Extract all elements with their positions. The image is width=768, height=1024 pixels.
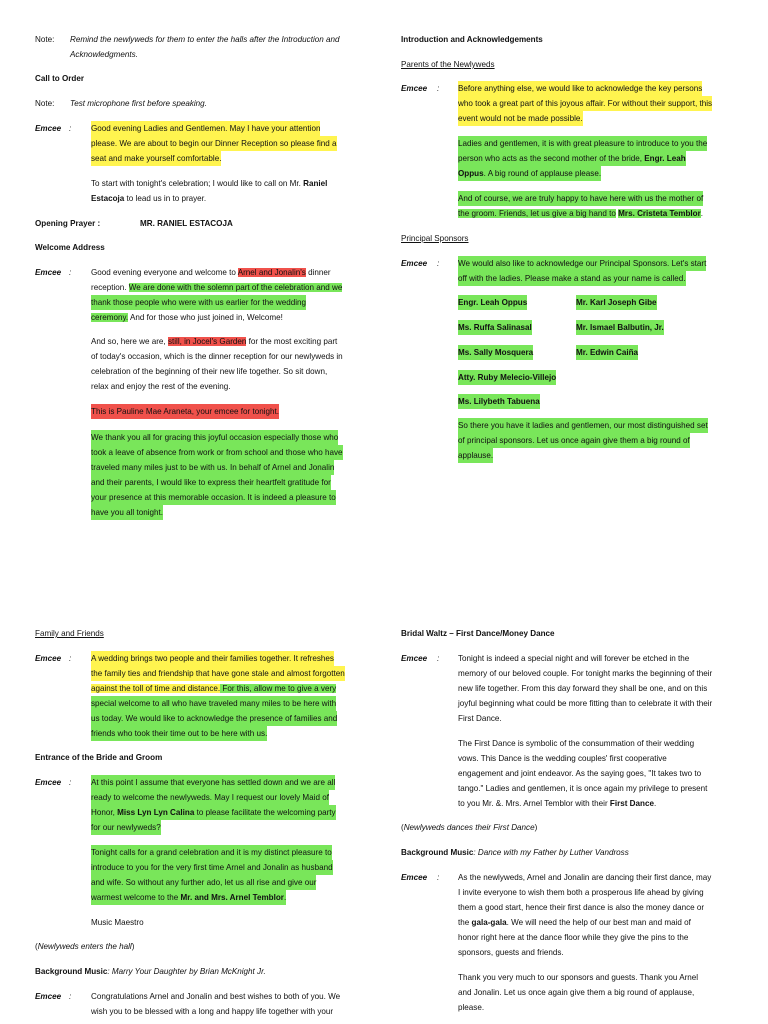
emcee-line: them a good start, hence their first dance is also the money dance or	[458, 903, 705, 912]
background-music-line: Background Music: Marry Your Daughter by Brian McKnight Jr.	[35, 967, 266, 976]
emcee-line: relax and enjoy the rest of the evening.	[91, 382, 231, 391]
emcee-line: honor right here at the dance floor while they give the pins to the	[458, 933, 689, 942]
emcee-line: the groom. Friends, let us give a big hand to Mrs. Cristeta Temblor.	[458, 209, 704, 218]
page2-left-column	[0, 590, 384, 1024]
section-heading: Introduction and Acknowledgements	[401, 35, 543, 44]
emcee-line: Honor, Miss Lyn Lyn Calina to please facilitate the welcoming party	[91, 805, 336, 820]
music-maestro-cue: Music Maestro	[91, 918, 144, 927]
emcee-line: thank those people who were with us earlier for the wedding	[91, 295, 306, 310]
call-to-order-heading: Call to Order	[35, 74, 85, 83]
emcee-line: As the newlyweds, Arnel and Jonalin are dancing their first dance, may	[458, 873, 712, 882]
emcee-line: new life together. From this day forward they shall be one, and on this	[458, 684, 708, 693]
subsection-heading: Family and Friends	[35, 629, 104, 638]
emcee-line: off with the ladies. Please make a stand as your name is called.	[458, 271, 686, 286]
emcee-line: vows. This Dance is the wedding couples' first cooperative	[458, 754, 667, 763]
emcee-line: the family ties and friendship that have gone stale and almost forgotten	[91, 666, 345, 681]
sponsor-name: Mr. Karl Joseph Gibe	[576, 295, 657, 310]
sponsor-name: Mr. Edwin Caiña	[576, 345, 638, 360]
emcee-line: took a leave of absence from work or from school and those who have	[91, 445, 343, 460]
emcee-line: Ladies and gentlemen, it is with great pleasure to introduce to you the	[458, 136, 707, 151]
emcee-colon: :	[69, 654, 72, 663]
welcome-address-heading: Welcome Address	[35, 243, 105, 252]
emcee-line: And so, here we are, still, in Jocel's Garden for the most exciting part	[91, 337, 338, 346]
emcee-line: special welcome to all who have traveled many miles to be here with	[91, 696, 336, 711]
stage-direction: (Newlyweds dances their First Dance)	[401, 823, 538, 832]
emcee-line: to you Mr. &. Mrs. Arnel Temblor with their First Dance.	[458, 799, 657, 808]
emcee-line: person who acts as the second mother of the bride, Engr. Leah	[458, 151, 686, 166]
sponsor-name: Ms. Lilybeth Tabuena	[458, 394, 540, 409]
emcee-line: So there you have it ladies and gentlemen, our most distinguished set	[458, 418, 708, 433]
emcee-line: We would also like to acknowledge our Principal Sponsors. Let's start	[458, 256, 706, 271]
page1-left-column	[0, 0, 384, 590]
emcee-label: Emcee	[401, 873, 428, 882]
emcee-line: of principal sponsors. Let us once again give them a big round of	[458, 433, 690, 448]
sponsor-name: Engr. Leah Oppus	[458, 295, 527, 310]
emcee-line: wish you to be blessed with a long and happy life together with your	[91, 1007, 334, 1016]
emcee-line: engagement and joint endeavor. As the saying goes, "It takes two to	[458, 769, 702, 778]
sponsor-name: Ms. Sally Mosquera	[458, 345, 533, 360]
emcee-label: Emcee	[401, 654, 428, 663]
emcee-line: memory of our beloved couple. For tonight marks the beginning of their	[458, 669, 713, 678]
emcee-label: Emcee	[401, 259, 428, 268]
emcee-line: of today's occasion, which is the dinner reception for our newlyweds in	[91, 352, 343, 361]
emcee-colon: :	[437, 259, 440, 268]
emcee-line: To start with tonight's celebration; I would like to call on Mr. Raniel	[91, 179, 328, 188]
emcee-line: This is Pauline Mae Araneta, your emcee for tonight.	[91, 404, 279, 419]
emcee-line: event would not be made possible.	[458, 111, 583, 126]
emcee-line: reception. We are done with the solemn part of the celebration and we	[91, 283, 343, 292]
note-label: Note:	[35, 99, 55, 108]
emcee-line: I invite everyone to wish them both a prosperous life ahead by giving	[458, 888, 704, 897]
emcee-line: Oppus. A big round of applause please.	[458, 166, 601, 181]
note-text: Acknowledgments.	[70, 50, 138, 59]
opening-prayer-label: Opening Prayer :	[35, 219, 101, 228]
emcee-line: Thank you very much to our sponsors and guests. Thank you Arnel	[458, 973, 699, 982]
emcee-line: The First Dance is symbolic of the consummation of their wedding	[458, 739, 695, 748]
emcee-colon: :	[69, 268, 72, 277]
emcee-colon: :	[69, 124, 72, 133]
note-text: Remind the newlyweds for them to enter the halls after the Introduction and	[70, 35, 340, 44]
emcee-line: joyful beginning what could be more fitting than to celebrate it with their	[458, 699, 713, 708]
emcee-label: Emcee	[35, 992, 62, 1001]
emcee-line: celebration of the beginning of their new life together. So sit down,	[91, 367, 328, 376]
emcee-line: seat and make yourself comfortable.	[91, 151, 221, 166]
section-heading: Bridal Waltz – First Dance/Money Dance	[401, 629, 555, 638]
emcee-line: introduce to you for the very first time Arnel and Jonalin as husband	[91, 860, 333, 875]
note-label: Note:	[35, 35, 55, 44]
emcee-line: and Jonalin. Let us once again give them a big round of applause,	[458, 988, 695, 997]
sponsor-name: Atty. Ruby Melecio-Villejo	[458, 370, 556, 385]
emcee-line: Before anything else, we would like to acknowledge the key persons	[458, 81, 702, 96]
emcee-colon: :	[69, 992, 72, 1001]
emcee-line: At this point I assume that everyone has settled down and we are all	[91, 775, 335, 790]
emcee-line: us today. We would like to acknowledge the presence of families and	[91, 711, 337, 726]
sponsor-name: Mr. Ismael Balbutin, Jr.	[576, 320, 664, 335]
emcee-line: applause.	[458, 448, 493, 463]
emcee-line: warmest welcome to the Mr. and Mrs. Arnel Temblor.	[91, 890, 286, 905]
emcee-line: ready to welcome the newlyweds. May I request our lovely Maid of	[91, 790, 329, 805]
emcee-line: please. We are about to begin our Dinner Reception so please find a	[91, 136, 337, 151]
emcee-line: and wife. So without any further ado, let us all rise and give our	[91, 875, 316, 890]
emcee-line: who took a great part of this joyous affair. For without their support, this	[458, 96, 712, 111]
page1-right-column	[384, 0, 768, 590]
emcee-line: tango." Ladies and gentlemen, it is once again my privilege to present	[458, 784, 708, 793]
emcee-line: Good evening everyone and welcome to Arnel and Jonalin's dinner	[91, 268, 331, 277]
emcee-line: Estacoja to lead us in to prayer.	[91, 194, 207, 203]
subsection-heading: Principal Sponsors	[401, 234, 469, 243]
emcee-line: traveled many miles just to be with us. In behalf of Arnel and Jonalin	[91, 460, 334, 475]
opening-prayer-name: MR. RANIEL ESTACOJA	[140, 219, 233, 228]
stage-direction: (Newlyweds enters the hall)	[35, 942, 135, 951]
emcee-line: ceremony. And for those who just joined in, Welcome!	[91, 313, 283, 322]
emcee-label: Emcee	[35, 124, 62, 133]
emcee-colon: :	[437, 873, 440, 882]
emcee-line: Good evening Ladies and Gentlemen. May I have your attention	[91, 121, 320, 136]
background-music-line: Background Music: Dance with my Father by Luther Vandross	[401, 848, 629, 857]
emcee-colon: :	[437, 84, 440, 93]
emcee-line: please.	[458, 1003, 485, 1012]
emcee-line: have you all tonight.	[91, 505, 163, 520]
emcee-line: A wedding brings two people and their families together. It refreshes	[91, 651, 334, 666]
emcee-label: Emcee	[401, 84, 428, 93]
emcee-line: sponsors, guests and friends.	[458, 948, 564, 957]
note-text: Test microphone first before speaking.	[70, 99, 207, 108]
emcee-line: Tonight calls for a grand celebration and it is my distinct pleasure to	[91, 845, 332, 860]
emcee-colon: :	[437, 654, 440, 663]
emcee-line: Tonight is indeed a special night and will forever be etched in the	[458, 654, 690, 663]
emcee-line: for our newlyweds?	[91, 820, 161, 835]
emcee-label: Emcee	[35, 778, 62, 787]
section-heading: Entrance of the Bride and Groom	[35, 753, 163, 762]
emcee-line: Congratulations Arnel and Jonalin and best wishes to both of you. We	[91, 992, 341, 1001]
subsection-heading: Parents of the Newlyweds	[401, 60, 495, 69]
emcee-label: Emcee	[35, 268, 62, 277]
emcee-line: the gala-gala. We will need the help of our best man and maid of	[458, 918, 691, 927]
emcee-line: against the toll of time and distance. For this, allow me to give a very	[91, 684, 337, 693]
emcee-label: Emcee	[35, 654, 62, 663]
emcee-line: And of course, we are truly happy to have here with us the mother of	[458, 191, 703, 206]
emcee-line: We thank you all for gracing this joyful occasion especially those who	[91, 430, 338, 445]
emcee-line: your presence at this memorable occasion. It is indeed a pleasure to	[91, 490, 336, 505]
emcee-colon: :	[69, 778, 72, 787]
emcee-line: and their parents, I would like to express their heartfelt gratitude for	[91, 475, 331, 490]
emcee-line: First Dance.	[458, 714, 502, 723]
page2-right-column	[384, 590, 768, 1024]
sponsor-name: Ms. Ruffa Salinasal	[458, 320, 532, 335]
emcee-line: friends who took their time out to be here with us.	[91, 726, 267, 741]
